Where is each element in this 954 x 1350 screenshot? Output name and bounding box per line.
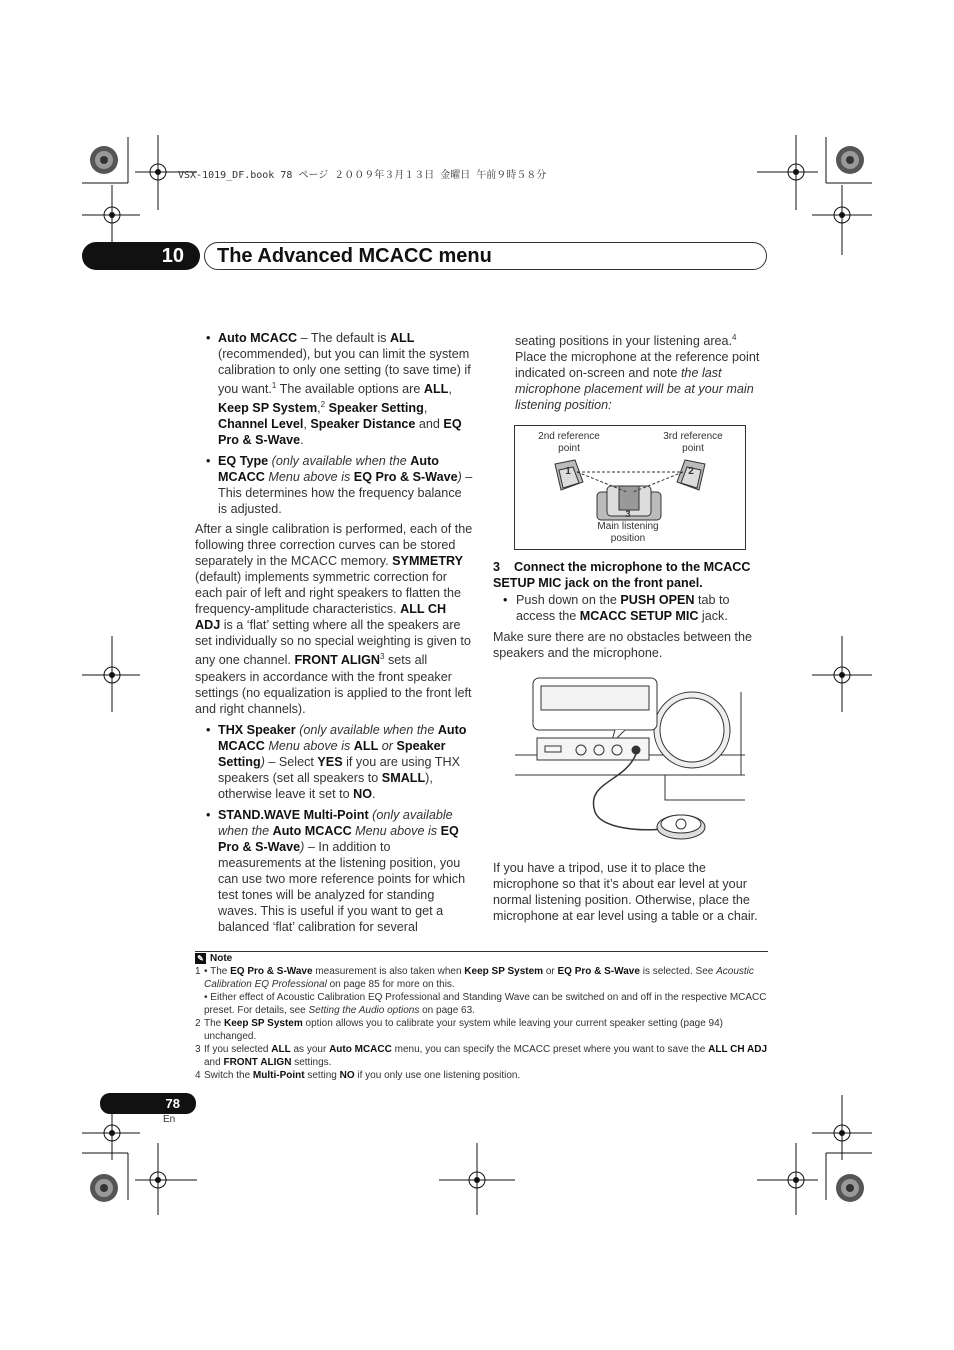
right-column-bottom	[493, 860, 769, 924]
point-2-label: 2	[688, 466, 694, 477]
footnote-1b: • Either effect of Acoustic Calibration EQ Professional and Standing Wave can be switched on and off in the respective MCACC preset. For details, see Setting the Audio options on page 63.	[204, 992, 767, 1016]
footnote-2: 2 The Keep SP System option allows you to calibrate your system while leaving your current speaker setting (page 94) unchanged.	[195, 1018, 723, 1042]
footnote-3: 3 If you selected ALL as your Auto MCACC menu, you can specify the MCACC preset where you want to save the ALL CH ADJ and FRONT ALIGN settings.	[195, 1044, 768, 1068]
push-open-item: • Push down on the PUSH OPEN tab to access the MCACC SETUP MIC jack.	[493, 592, 769, 624]
note-pencil-icon: ✎	[195, 953, 206, 964]
reference-points-diagram	[514, 425, 746, 550]
tripod-paragraph: If you have a tripod, use it to place the microphone so that it’s about ear level at your normal listening position. Otherwise, place the microphone at ear level using a table or a chair.	[493, 861, 758, 923]
notes-section	[195, 952, 768, 1082]
third-reference-label: 3rd reference point	[663, 431, 723, 454]
step-3-heading: 3 Connect the microphone to the MCACC SETUP MIC jack on the front panel.	[493, 560, 751, 590]
correction-curves-paragraph: After a single calibration is performed, each of the following three correction curves can be stored separately in the MCACC memory. SYMMETRY (default) implements symmetric correction for each pair of left and right speakers to flatten the frequency-amplitude characteristics. ALL CH ADJ is a ‘flat’ setting where all the speakers are set individually so no special weighting is given to any one channel. FRONT ALIGN$^3$ sets all speakers in accordance with the front speaker settings (no equalization is applied to the front left and right channels).	[195, 522, 473, 716]
placement-paragraph: seating positions in your listening area.$^4$ Place the microphone at the reference point indicated on-screen and note the last microphone placement will be at your main listening position:	[515, 333, 760, 413]
footnote-4: 4 Switch the Multi-Point setting NO if you only use one listening position.	[195, 1070, 521, 1081]
eq-type-item: • EQ Type (only available when the Auto MCACC Menu above is EQ Pro & S-Wave) – This determines how the frequency balance is adjusted.	[195, 453, 473, 517]
thx-speaker-item: • THX Speaker (only available when the Auto MCACC Menu above is ALL or Speaker Setting) – Select YES if you are using THX speakers (set all speakers to SMALL), otherwise leave it set to NO.	[195, 722, 473, 802]
point-1-label: 1	[565, 466, 571, 477]
auto-mcacc-item: • Auto MCACC – The default is ALL (recommended), but you can limit the system calibration to only one setting (to save time) if you want.$^1$ The available options are ALL, Keep SP System,$^2$ Speaker Setting, Channel Level, Speaker Distance and EQ Pro & S-Wave.	[195, 330, 473, 448]
footnote-1a: 1 • The EQ Pro & S-Wave measurement is also taken when Keep SP System or EQ Pro & S-Wave is selected. See Acoustic Calibration EQ Professional on page 85 for more on this.	[195, 966, 754, 990]
chapter-title: The Advanced MCACC menu	[204, 242, 767, 270]
right-column-top	[515, 330, 769, 413]
obstacles-paragraph: Make sure there are no obstacles between the speakers and the microphone.	[493, 630, 753, 660]
note-heading: ✎ Note	[195, 952, 768, 965]
chapter-number: 10	[82, 242, 200, 270]
second-reference-label: 2nd reference point	[538, 431, 600, 454]
front-panel-illustration	[515, 672, 745, 852]
language-label: En	[163, 1114, 176, 1125]
right-column-mid	[493, 559, 769, 661]
left-column	[195, 330, 473, 935]
point-3-label: 3	[625, 509, 631, 519]
standwave-item: • STAND.WAVE Multi-Point (only available when the Auto MCACC Menu above is EQ Pro & S-Wave) – In addition to measurements at the listening position, you can use two more reference points for which test tones will be analyzed for standing waves. This is useful if you want to get a balanced ‘flat’ calibration for several	[195, 807, 473, 935]
book-info-line: VSX-1019_DF.book 78 ページ ２００９年３月１３日 金曜日 午前９時５８分	[178, 170, 547, 181]
main-listening-label: Main listening position	[597, 521, 659, 544]
page-number: 78	[100, 1093, 196, 1114]
